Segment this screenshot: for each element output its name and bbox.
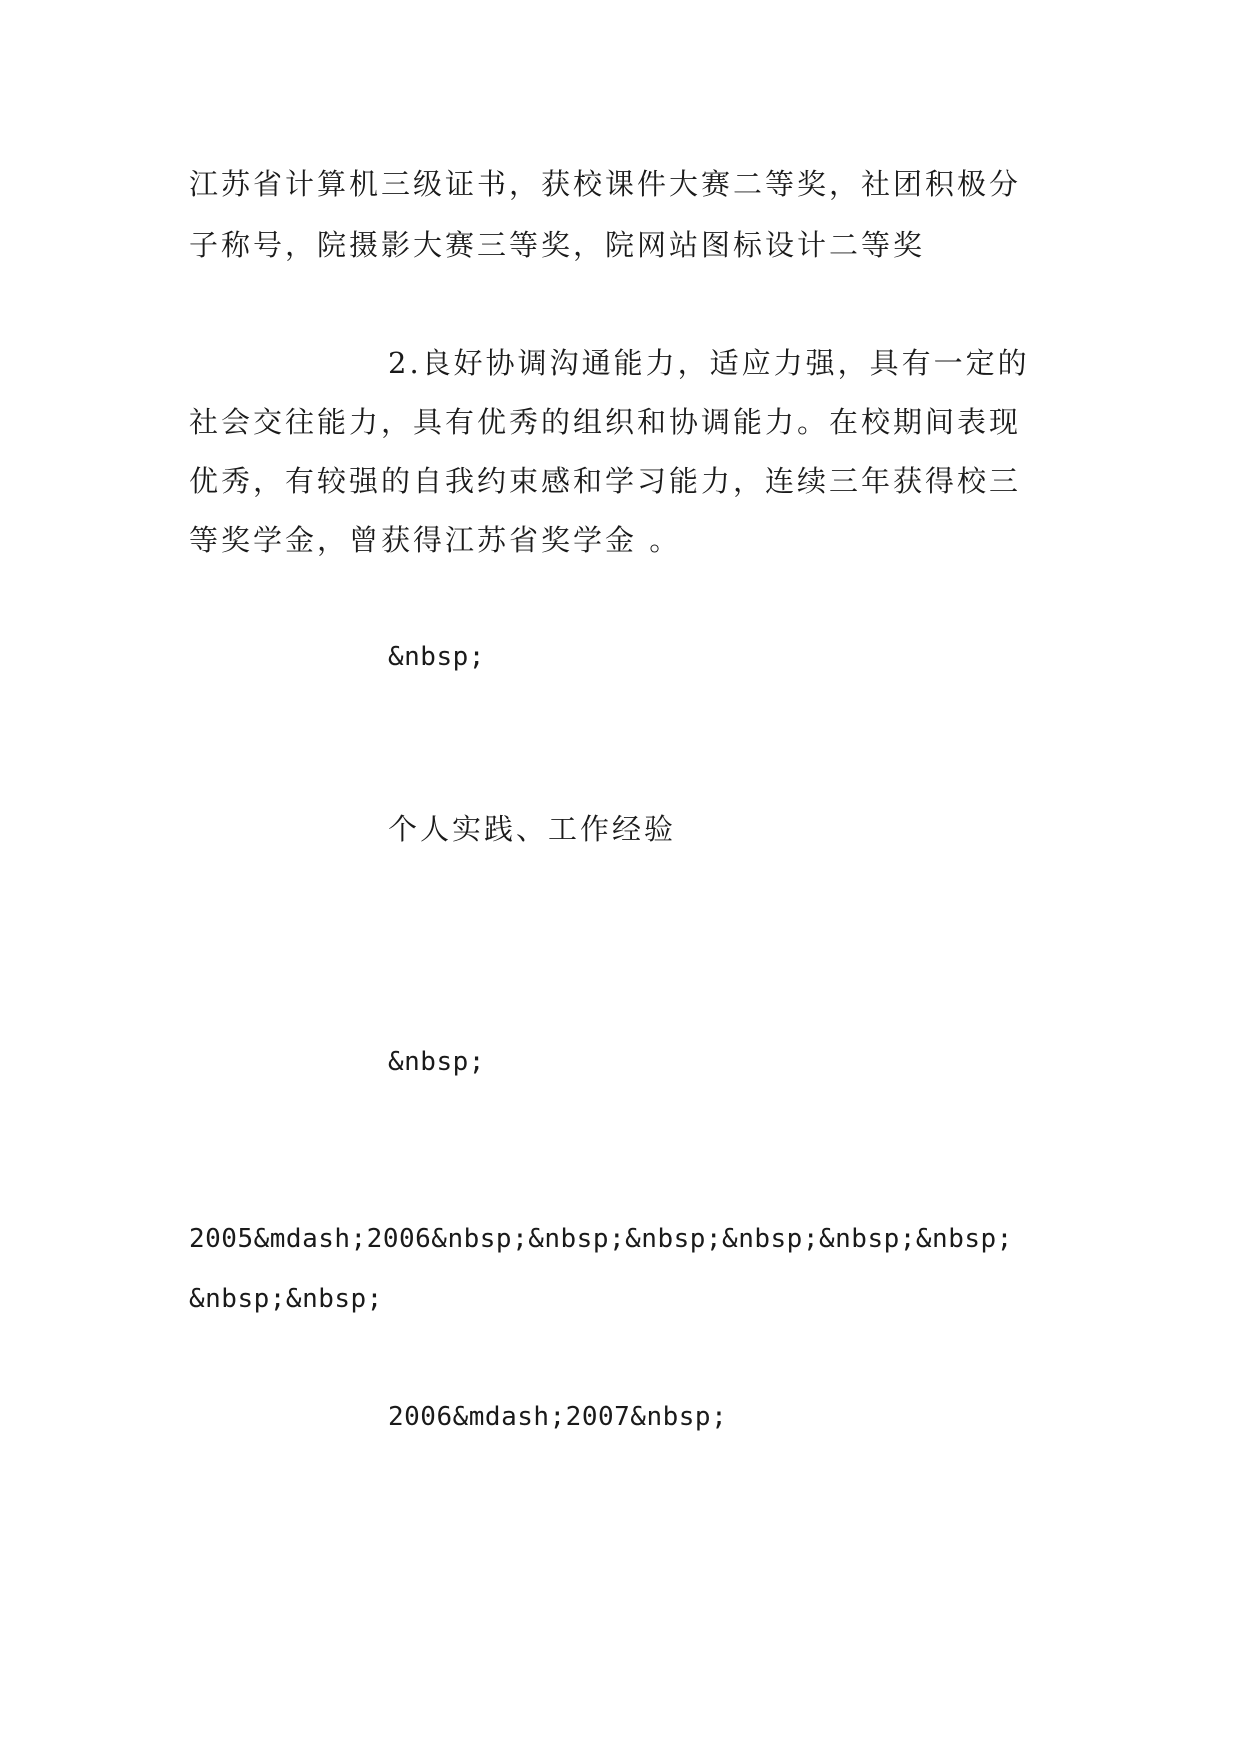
abilities-line-3: 优秀，有较强的自我约束感和学习能力，连续三年获得校三 <box>189 464 1022 498</box>
nbsp-placeholder-1: &nbsp; <box>388 642 485 672</box>
date-entry-1-line-2: &nbsp;&nbsp; <box>189 1284 383 1314</box>
awards-line-1: 江苏省计算机三级证书，获校课件大赛二等奖，社团积极分 <box>189 167 1022 201</box>
date-entry-2: 2006&mdash;2007&nbsp; <box>388 1402 728 1432</box>
date-entry-1-line-1: 2005&mdash;2006&nbsp;&nbsp;&nbsp;&nbsp;&nbsp;&nbsp; <box>189 1224 1013 1254</box>
section-heading: 个人实践、工作经验 <box>388 812 677 846</box>
abilities-line-2: 社会交往能力，具有优秀的组织和协调能力。在校期间表现 <box>189 405 1022 439</box>
abilities-line-4: 等奖学金，曾获得江苏省奖学金 。 <box>189 523 682 557</box>
awards-line-2: 子称号，院摄影大赛三等奖，院网站图标设计二等奖 <box>189 228 926 262</box>
abilities-line-1: 2.良好协调沟通能力，适应力强，具有一定的 <box>388 346 1030 380</box>
nbsp-placeholder-2: &nbsp; <box>388 1047 485 1077</box>
